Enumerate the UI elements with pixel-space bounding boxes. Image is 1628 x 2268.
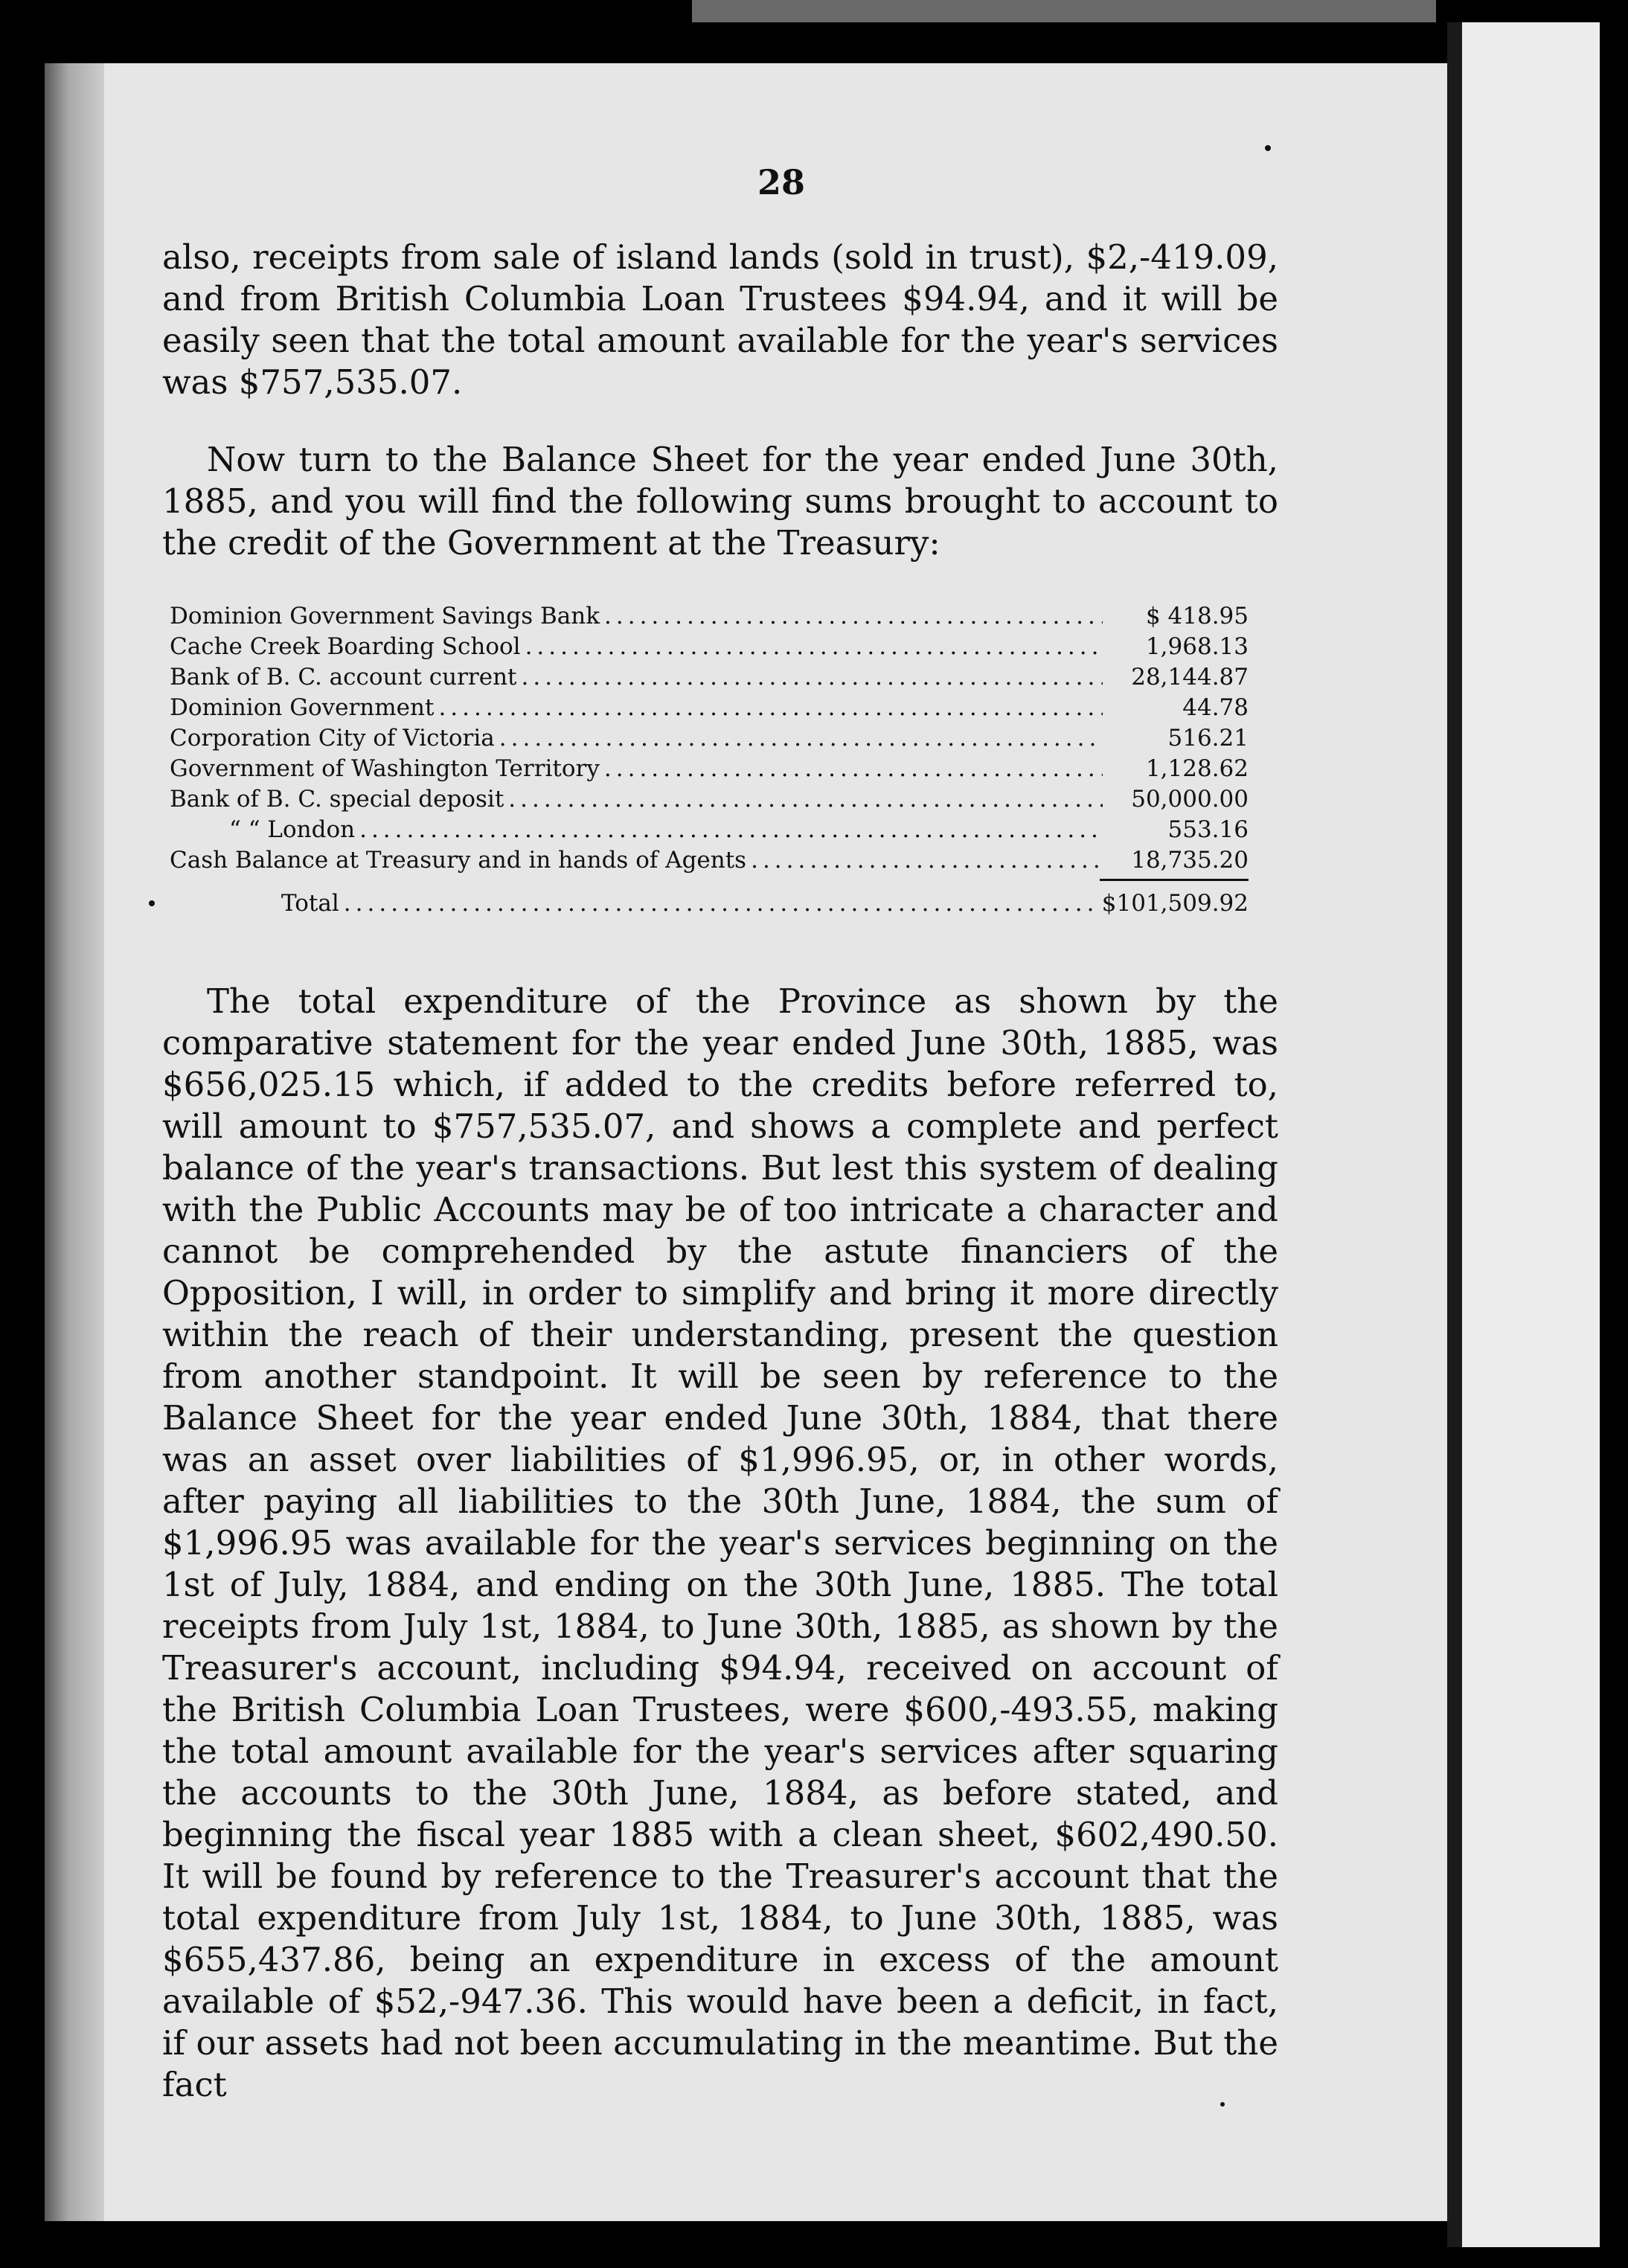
ledger-label: Bank of B. C. special deposit [170,786,504,813]
page-gutter [1447,22,1462,2247]
ledger-label: Corporation City of Victoria [170,725,495,752]
total-label: Total [281,890,339,917]
paragraph-receipts [162,237,1278,403]
paragraph-text: The total expenditure of the Province as shown by the comparative statement for the year ended June 30th, 1885, was $656,025.15 which, if added to the credits before referred to, will amount to $757,535.07, and shows a complete and perfect balance of the year's transactions. But lest this system of dealing with the Public Accounts may be of too intricate a character and cannot be comprehended by the astute financiers of the Opposition, I will, in order to simplify and bring it more directly within the reach of their understanding, present the question from another standpoint. It will be seen by reference to the Balance Sheet for the year ended June 30th, 1884, that there was an asset over liabilities of $1,996.95, or, in other words, after paying all liabilities to the 30th June, 1884, the sum of $1,996.95 was available for the year's services beginning on the 1st of July, 1884, and ending on the 30th June, 1885. The total receipts from July 1st, 1884, to June 30th, 1885, as shown by the Treasurer's account, including $94.94, received on account of the British Columbia Loan Trustees, were $600,-493.55, making the total amount available for the year's services after squaring the accounts to the 30th June, 1884, as before stated, and beginning the fiscal year 1885 with a clean sheet, $602,490.50. It will be found by reference to the Treasurer's account that the total expenditure from July 1st, 1884, to June 30th, 1885, was $655,437.86, being an expenditure in excess of the amount available of $52,-947.36. This would have been a deficit, in fact, if our assets had not been accumulating in the meantime. But the fact [162,981,1278,2104]
ledger-amount: 18,735.20 [1131,847,1249,874]
leader-dots [499,723,1103,754]
ledger-label: Bank of B. C. account current [170,664,517,691]
ledger-label: Cash Balance at Treasury and in hands of Agents [170,847,747,874]
ledger-label: Dominion Government Savings Bank [170,603,600,630]
ledger-label: “ “ London [229,816,356,843]
ledger-row [170,723,1249,754]
page-spine-edge [45,63,112,2221]
paragraph-text: Now turn to the Balance Sheet for the year ended June 30th, 1885, and you will find the following sums brought to account to the credit of the Government at the Treasury: [162,440,1278,563]
ledger-label: Cache Creek Boarding School [170,633,521,660]
ledger-row [170,601,1249,632]
leader-dots [344,888,1097,919]
total-rule [1100,879,1249,881]
facing-page-edge [1462,22,1611,2247]
leader-dots [525,632,1103,662]
ledger-amount: 1,128.62 [1145,755,1249,782]
ledger-row [170,662,1249,693]
balance-ledger [170,601,1249,919]
ledger-amount: $ 418.95 [1145,603,1249,630]
ledger-amount: 553.16 [1167,816,1249,843]
ledger-row [170,693,1249,723]
ledger-label: Government of Washington Territory [170,755,600,782]
ledger-row [170,784,1249,815]
leader-dots [604,754,1103,784]
scan-border [1600,22,1628,2247]
leader-dots [438,693,1103,723]
total-amount: $101,509.92 [1101,890,1249,917]
ledger-label: Dominion Government [170,694,435,721]
ink-speck [149,900,155,906]
page-number: 28 [757,162,805,202]
binding-strip [692,0,1436,22]
ledger-row [170,754,1249,784]
paragraph-text: also, receipts from sale of island lands (sold in trust), $2,-419.09, and from British Columbia Loan Trustees $94.94, and it will be easily seen that the total amount available for the year's services was $757,535.07. [162,237,1278,402]
ledger-total-row [170,888,1249,919]
leader-dots [751,845,1103,876]
ledger-row [170,632,1249,662]
leader-dots [522,662,1103,693]
leader-dots [604,601,1103,632]
leader-dots [508,784,1103,815]
ledger-amount: 1,968.13 [1145,633,1249,660]
paragraph-expenditure [162,981,1278,2106]
ledger-row [170,815,1249,845]
ledger-amount: 28,144.87 [1131,664,1249,691]
ledger-amount: 44.78 [1182,694,1249,721]
paragraph-balance-sheet-intro [162,439,1278,564]
ink-speck [1265,145,1271,151]
leader-dots [359,815,1103,845]
ledger-row [170,845,1249,876]
ledger-amount: 516.21 [1167,725,1249,752]
ledger-amount: 50,000.00 [1131,786,1249,813]
